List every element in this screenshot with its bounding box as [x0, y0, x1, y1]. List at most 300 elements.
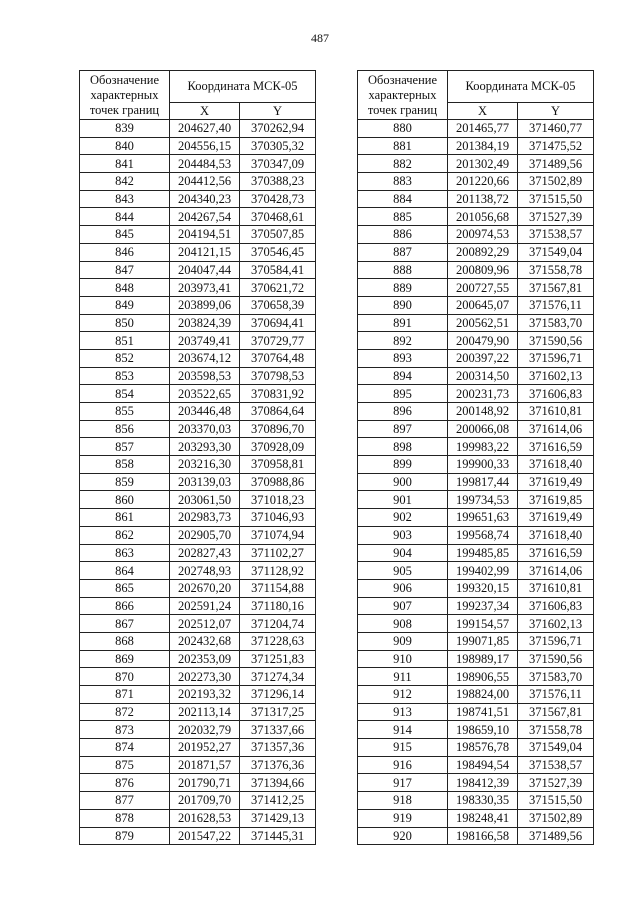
y-coordinate-cell: 370621,72 [240, 279, 316, 297]
table-row [80, 120, 316, 138]
table-row [80, 579, 316, 597]
y-coordinate-cell: 371590,56 [518, 650, 594, 668]
x-coordinate-cell: 199154,57 [448, 615, 518, 633]
x-coordinate-cell: 199983,22 [448, 438, 518, 456]
y-coordinate-cell: 370262,94 [240, 120, 316, 138]
table-row [358, 367, 594, 385]
y-coordinate-cell: 370831,92 [240, 385, 316, 403]
table-row [358, 615, 594, 633]
y-coordinate-cell: 371251,83 [240, 650, 316, 668]
y-coordinate-cell: 370864,64 [240, 403, 316, 421]
point-number-cell: 908 [358, 615, 448, 633]
x-coordinate-cell: 201628,53 [170, 809, 240, 827]
point-number-cell: 915 [358, 739, 448, 757]
y-coordinate-cell: 370388,23 [240, 173, 316, 191]
point-number-cell: 876 [80, 774, 170, 792]
table-row [358, 739, 594, 757]
y-coordinate-cell: 371337,66 [240, 721, 316, 739]
table-row [358, 208, 594, 226]
y-coordinate-cell: 371394,66 [240, 774, 316, 792]
x-coordinate-cell: 202905,70 [170, 526, 240, 544]
table-row [358, 668, 594, 686]
point-number-cell: 843 [80, 190, 170, 208]
y-coordinate-cell: 371412,25 [240, 792, 316, 810]
table-row [80, 650, 316, 668]
table-row [358, 226, 594, 244]
point-number-cell: 896 [358, 403, 448, 421]
coordinate-group-header: Координата МСК-05 [170, 71, 316, 103]
x-coordinate-cell: 203749,41 [170, 332, 240, 350]
point-number-cell: 920 [358, 827, 448, 845]
x-coordinate-cell: 199485,85 [448, 544, 518, 562]
table-row [358, 137, 594, 155]
point-number-cell: 900 [358, 473, 448, 491]
x-coordinate-cell: 198741,51 [448, 703, 518, 721]
table-row [358, 597, 594, 615]
y-coordinate-cell: 371074,94 [240, 526, 316, 544]
y-header: Y [240, 103, 316, 120]
x-coordinate-cell: 202032,79 [170, 721, 240, 739]
point-number-cell: 858 [80, 456, 170, 474]
x-coordinate-cell: 203446,48 [170, 403, 240, 421]
point-number-cell: 861 [80, 509, 170, 527]
x-coordinate-cell: 198494,54 [448, 756, 518, 774]
table-row [358, 420, 594, 438]
point-number-cell: 897 [358, 420, 448, 438]
table-row [358, 632, 594, 650]
x-coordinate-cell: 203061,50 [170, 491, 240, 509]
page-number: 487 [311, 31, 329, 45]
point-number-cell: 888 [358, 261, 448, 279]
y-coordinate-cell: 371376,36 [240, 756, 316, 774]
y-coordinate-cell: 370428,73 [240, 190, 316, 208]
table-row [80, 155, 316, 173]
point-label-header: Обозначение характерных точек границ [80, 71, 170, 120]
x-coordinate-cell: 200562,51 [448, 314, 518, 332]
table-row [358, 774, 594, 792]
point-number-cell: 873 [80, 721, 170, 739]
x-coordinate-cell: 203293,30 [170, 438, 240, 456]
y-coordinate-cell: 371228,63 [240, 632, 316, 650]
x-coordinate-cell: 204627,40 [170, 120, 240, 138]
table-row [358, 650, 594, 668]
x-coordinate-cell: 201056,68 [448, 208, 518, 226]
point-number-cell: 846 [80, 243, 170, 261]
point-number-cell: 849 [80, 296, 170, 314]
table-row [80, 774, 316, 792]
point-number-cell: 850 [80, 314, 170, 332]
x-header: X [448, 103, 518, 120]
point-number-cell: 870 [80, 668, 170, 686]
table-row [358, 296, 594, 314]
table-row [80, 332, 316, 350]
point-number-cell: 877 [80, 792, 170, 810]
x-coordinate-cell: 204412,56 [170, 173, 240, 191]
table-row [358, 438, 594, 456]
x-coordinate-cell: 198989,17 [448, 650, 518, 668]
y-coordinate-cell: 370729,77 [240, 332, 316, 350]
x-coordinate-cell: 199071,85 [448, 632, 518, 650]
table-row [358, 509, 594, 527]
table-row [80, 756, 316, 774]
y-coordinate-cell: 371583,70 [518, 314, 594, 332]
x-coordinate-cell: 201790,71 [170, 774, 240, 792]
table-row [80, 403, 316, 421]
table-row [358, 792, 594, 810]
x-coordinate-cell: 202432,68 [170, 632, 240, 650]
x-header: X [170, 103, 240, 120]
point-number-cell: 865 [80, 579, 170, 597]
y-coordinate-cell: 371357,36 [240, 739, 316, 757]
table-row [358, 349, 594, 367]
point-number-cell: 906 [358, 579, 448, 597]
point-number-cell: 912 [358, 686, 448, 704]
table-row [80, 208, 316, 226]
point-number-cell: 854 [80, 385, 170, 403]
x-coordinate-cell: 202827,43 [170, 544, 240, 562]
table-row [358, 703, 594, 721]
x-coordinate-cell: 201952,27 [170, 739, 240, 757]
y-coordinate-cell: 371596,71 [518, 632, 594, 650]
point-number-cell: 890 [358, 296, 448, 314]
table-row [358, 190, 594, 208]
y-coordinate-cell: 371445,31 [240, 827, 316, 845]
y-coordinate-cell: 371576,11 [518, 296, 594, 314]
point-number-cell: 840 [80, 137, 170, 155]
table-row [358, 579, 594, 597]
y-coordinate-cell: 371616,59 [518, 438, 594, 456]
x-coordinate-cell: 200066,08 [448, 420, 518, 438]
point-number-cell: 864 [80, 562, 170, 580]
x-coordinate-cell: 204047,44 [170, 261, 240, 279]
table-row [358, 686, 594, 704]
point-number-cell: 867 [80, 615, 170, 633]
point-number-cell: 918 [358, 792, 448, 810]
y-coordinate-cell: 371558,78 [518, 261, 594, 279]
x-coordinate-cell: 200727,55 [448, 279, 518, 297]
y-coordinate-cell: 370988,86 [240, 473, 316, 491]
point-number-cell: 898 [358, 438, 448, 456]
x-coordinate-cell: 198248,41 [448, 809, 518, 827]
table-row [358, 385, 594, 403]
x-coordinate-cell: 201302,49 [448, 155, 518, 173]
point-number-cell: 907 [358, 597, 448, 615]
x-coordinate-cell: 204484,53 [170, 155, 240, 173]
point-number-cell: 866 [80, 597, 170, 615]
x-coordinate-cell: 199320,15 [448, 579, 518, 597]
table-row [358, 403, 594, 421]
point-number-cell: 862 [80, 526, 170, 544]
x-coordinate-cell: 203370,03 [170, 420, 240, 438]
y-coordinate-cell: 370507,85 [240, 226, 316, 244]
point-number-cell: 853 [80, 367, 170, 385]
point-number-cell: 884 [358, 190, 448, 208]
table-row [80, 173, 316, 191]
table-row [80, 438, 316, 456]
y-coordinate-cell: 371317,25 [240, 703, 316, 721]
x-coordinate-cell: 200892,29 [448, 243, 518, 261]
point-number-cell: 874 [80, 739, 170, 757]
x-coordinate-cell: 203973,41 [170, 279, 240, 297]
y-coordinate-cell: 370798,53 [240, 367, 316, 385]
table-row [358, 279, 594, 297]
y-coordinate-cell: 371527,39 [518, 208, 594, 226]
y-coordinate-cell: 371567,81 [518, 279, 594, 297]
point-number-cell: 860 [80, 491, 170, 509]
y-coordinate-cell: 371610,81 [518, 579, 594, 597]
x-coordinate-cell: 200148,92 [448, 403, 518, 421]
table-row [80, 279, 316, 297]
point-number-cell: 911 [358, 668, 448, 686]
y-coordinate-cell: 371618,40 [518, 526, 594, 544]
table-row [80, 809, 316, 827]
point-number-cell: 910 [358, 650, 448, 668]
x-coordinate-cell: 198576,78 [448, 739, 518, 757]
point-number-cell: 902 [358, 509, 448, 527]
y-coordinate-cell: 371527,39 [518, 774, 594, 792]
table-row [80, 296, 316, 314]
x-coordinate-cell: 200645,07 [448, 296, 518, 314]
y-coordinate-cell: 371489,56 [518, 827, 594, 845]
point-number-cell: 856 [80, 420, 170, 438]
x-coordinate-cell: 204121,15 [170, 243, 240, 261]
table-row [80, 367, 316, 385]
y-coordinate-cell: 370896,70 [240, 420, 316, 438]
point-number-cell: 886 [358, 226, 448, 244]
table-body-right [358, 120, 594, 845]
y-coordinate-cell: 371502,89 [518, 173, 594, 191]
y-coordinate-cell: 371018,23 [240, 491, 316, 509]
point-number-cell: 894 [358, 367, 448, 385]
y-coordinate-cell: 371460,77 [518, 120, 594, 138]
table-row [80, 226, 316, 244]
x-coordinate-cell: 201384,19 [448, 137, 518, 155]
table-row [80, 668, 316, 686]
table-row [358, 756, 594, 774]
table-row [80, 420, 316, 438]
x-coordinate-cell: 198659,10 [448, 721, 518, 739]
y-coordinate-cell: 371538,57 [518, 226, 594, 244]
point-number-cell: 847 [80, 261, 170, 279]
x-coordinate-cell: 199568,74 [448, 526, 518, 544]
y-coordinate-cell: 371602,13 [518, 615, 594, 633]
y-coordinate-cell: 371429,13 [240, 809, 316, 827]
coordinates-table-left [79, 70, 316, 845]
table-row [358, 562, 594, 580]
point-number-cell: 844 [80, 208, 170, 226]
x-coordinate-cell: 201709,70 [170, 792, 240, 810]
point-number-cell: 878 [80, 809, 170, 827]
x-coordinate-cell: 202113,14 [170, 703, 240, 721]
point-number-cell: 859 [80, 473, 170, 491]
point-number-cell: 839 [80, 120, 170, 138]
y-coordinate-cell: 370958,81 [240, 456, 316, 474]
point-number-cell: 869 [80, 650, 170, 668]
y-coordinate-cell: 371489,56 [518, 155, 594, 173]
table-row [80, 632, 316, 650]
table-row [80, 491, 316, 509]
point-number-cell: 885 [358, 208, 448, 226]
y-coordinate-cell: 371602,13 [518, 367, 594, 385]
x-coordinate-cell: 199734,53 [448, 491, 518, 509]
y-coordinate-cell: 370468,61 [240, 208, 316, 226]
x-coordinate-cell: 203139,03 [170, 473, 240, 491]
y-coordinate-cell: 370928,09 [240, 438, 316, 456]
y-coordinate-cell: 371610,81 [518, 403, 594, 421]
x-coordinate-cell: 202983,73 [170, 509, 240, 527]
point-number-cell: 909 [358, 632, 448, 650]
point-number-cell: 917 [358, 774, 448, 792]
table-row [80, 827, 316, 845]
point-number-cell: 893 [358, 349, 448, 367]
table-row [358, 173, 594, 191]
table-row [358, 261, 594, 279]
point-number-cell: 879 [80, 827, 170, 845]
x-coordinate-cell: 204267,54 [170, 208, 240, 226]
table-row [80, 349, 316, 367]
x-coordinate-cell: 200231,73 [448, 385, 518, 403]
y-coordinate-cell: 371128,92 [240, 562, 316, 580]
table-row [358, 526, 594, 544]
table-row [80, 597, 316, 615]
point-number-cell: 904 [358, 544, 448, 562]
table-row [80, 456, 316, 474]
table-row [80, 615, 316, 633]
point-number-cell: 852 [80, 349, 170, 367]
table-body-left [80, 120, 316, 845]
x-coordinate-cell: 200974,53 [448, 226, 518, 244]
table-row [358, 120, 594, 138]
x-coordinate-cell: 201465,77 [448, 120, 518, 138]
x-coordinate-cell: 200397,22 [448, 349, 518, 367]
x-coordinate-cell: 202353,09 [170, 650, 240, 668]
x-coordinate-cell: 203899,06 [170, 296, 240, 314]
y-coordinate-cell: 371590,56 [518, 332, 594, 350]
x-coordinate-cell: 204556,15 [170, 137, 240, 155]
x-coordinate-cell: 203216,30 [170, 456, 240, 474]
x-coordinate-cell: 201547,22 [170, 827, 240, 845]
y-coordinate-cell: 371538,57 [518, 756, 594, 774]
table-row [80, 473, 316, 491]
point-number-cell: 899 [358, 456, 448, 474]
point-number-cell: 841 [80, 155, 170, 173]
point-number-cell: 913 [358, 703, 448, 721]
coordinates-table-right [357, 70, 594, 845]
x-coordinate-cell: 202670,20 [170, 579, 240, 597]
y-coordinate-cell: 370764,48 [240, 349, 316, 367]
table-row [80, 190, 316, 208]
y-coordinate-cell: 371296,14 [240, 686, 316, 704]
x-coordinate-cell: 202748,93 [170, 562, 240, 580]
y-coordinate-cell: 371619,85 [518, 491, 594, 509]
point-number-cell: 883 [358, 173, 448, 191]
x-coordinate-cell: 199237,34 [448, 597, 518, 615]
y-coordinate-cell: 371619,49 [518, 473, 594, 491]
point-number-cell: 851 [80, 332, 170, 350]
point-number-cell: 891 [358, 314, 448, 332]
point-number-cell: 914 [358, 721, 448, 739]
point-number-cell: 895 [358, 385, 448, 403]
y-coordinate-cell: 370658,39 [240, 296, 316, 314]
y-coordinate-cell: 371046,93 [240, 509, 316, 527]
x-coordinate-cell: 202591,24 [170, 597, 240, 615]
point-number-cell: 871 [80, 686, 170, 704]
x-coordinate-cell: 198412,39 [448, 774, 518, 792]
x-coordinate-cell: 198824,00 [448, 686, 518, 704]
table-row [358, 155, 594, 173]
table-row [358, 491, 594, 509]
x-coordinate-cell: 201871,57 [170, 756, 240, 774]
table-row [80, 721, 316, 739]
table-row [358, 332, 594, 350]
point-number-cell: 905 [358, 562, 448, 580]
table-row [358, 721, 594, 739]
table-row [358, 544, 594, 562]
table-row [80, 526, 316, 544]
table-row [80, 509, 316, 527]
y-coordinate-cell: 371618,40 [518, 456, 594, 474]
table-row [80, 544, 316, 562]
y-coordinate-cell: 370546,45 [240, 243, 316, 261]
y-coordinate-cell: 371606,83 [518, 597, 594, 615]
table-row [80, 562, 316, 580]
table-row [80, 261, 316, 279]
x-coordinate-cell: 202273,30 [170, 668, 240, 686]
table-row [80, 686, 316, 704]
y-coordinate-cell: 371102,27 [240, 544, 316, 562]
table-row [358, 827, 594, 845]
y-coordinate-cell: 371502,89 [518, 809, 594, 827]
x-coordinate-cell: 198330,35 [448, 792, 518, 810]
table-row [358, 456, 594, 474]
table-row [80, 739, 316, 757]
x-coordinate-cell: 203824,39 [170, 314, 240, 332]
point-number-cell: 868 [80, 632, 170, 650]
table-row [80, 137, 316, 155]
y-coordinate-cell: 370694,41 [240, 314, 316, 332]
y-coordinate-cell: 371583,70 [518, 668, 594, 686]
point-number-cell: 887 [358, 243, 448, 261]
y-coordinate-cell: 371576,11 [518, 686, 594, 704]
point-number-cell: 892 [358, 332, 448, 350]
y-coordinate-cell: 370347,09 [240, 155, 316, 173]
y-coordinate-cell: 371619,49 [518, 509, 594, 527]
y-coordinate-cell: 371596,71 [518, 349, 594, 367]
y-coordinate-cell: 370305,32 [240, 137, 316, 155]
y-coordinate-cell: 371549,04 [518, 243, 594, 261]
y-coordinate-cell: 371204,74 [240, 615, 316, 633]
point-number-cell: 842 [80, 173, 170, 191]
y-coordinate-cell: 371606,83 [518, 385, 594, 403]
table-row [358, 809, 594, 827]
x-coordinate-cell: 199651,63 [448, 509, 518, 527]
y-header: Y [518, 103, 594, 120]
x-coordinate-cell: 200809,96 [448, 261, 518, 279]
point-number-cell: 901 [358, 491, 448, 509]
x-coordinate-cell: 203522,65 [170, 385, 240, 403]
x-coordinate-cell: 198906,55 [448, 668, 518, 686]
table-row [80, 243, 316, 261]
table-row [80, 703, 316, 721]
point-number-cell: 916 [358, 756, 448, 774]
point-number-cell: 882 [358, 155, 448, 173]
point-number-cell: 848 [80, 279, 170, 297]
x-coordinate-cell: 198166,58 [448, 827, 518, 845]
y-coordinate-cell: 371567,81 [518, 703, 594, 721]
point-number-cell: 857 [80, 438, 170, 456]
y-coordinate-cell: 371549,04 [518, 739, 594, 757]
y-coordinate-cell: 371475,52 [518, 137, 594, 155]
